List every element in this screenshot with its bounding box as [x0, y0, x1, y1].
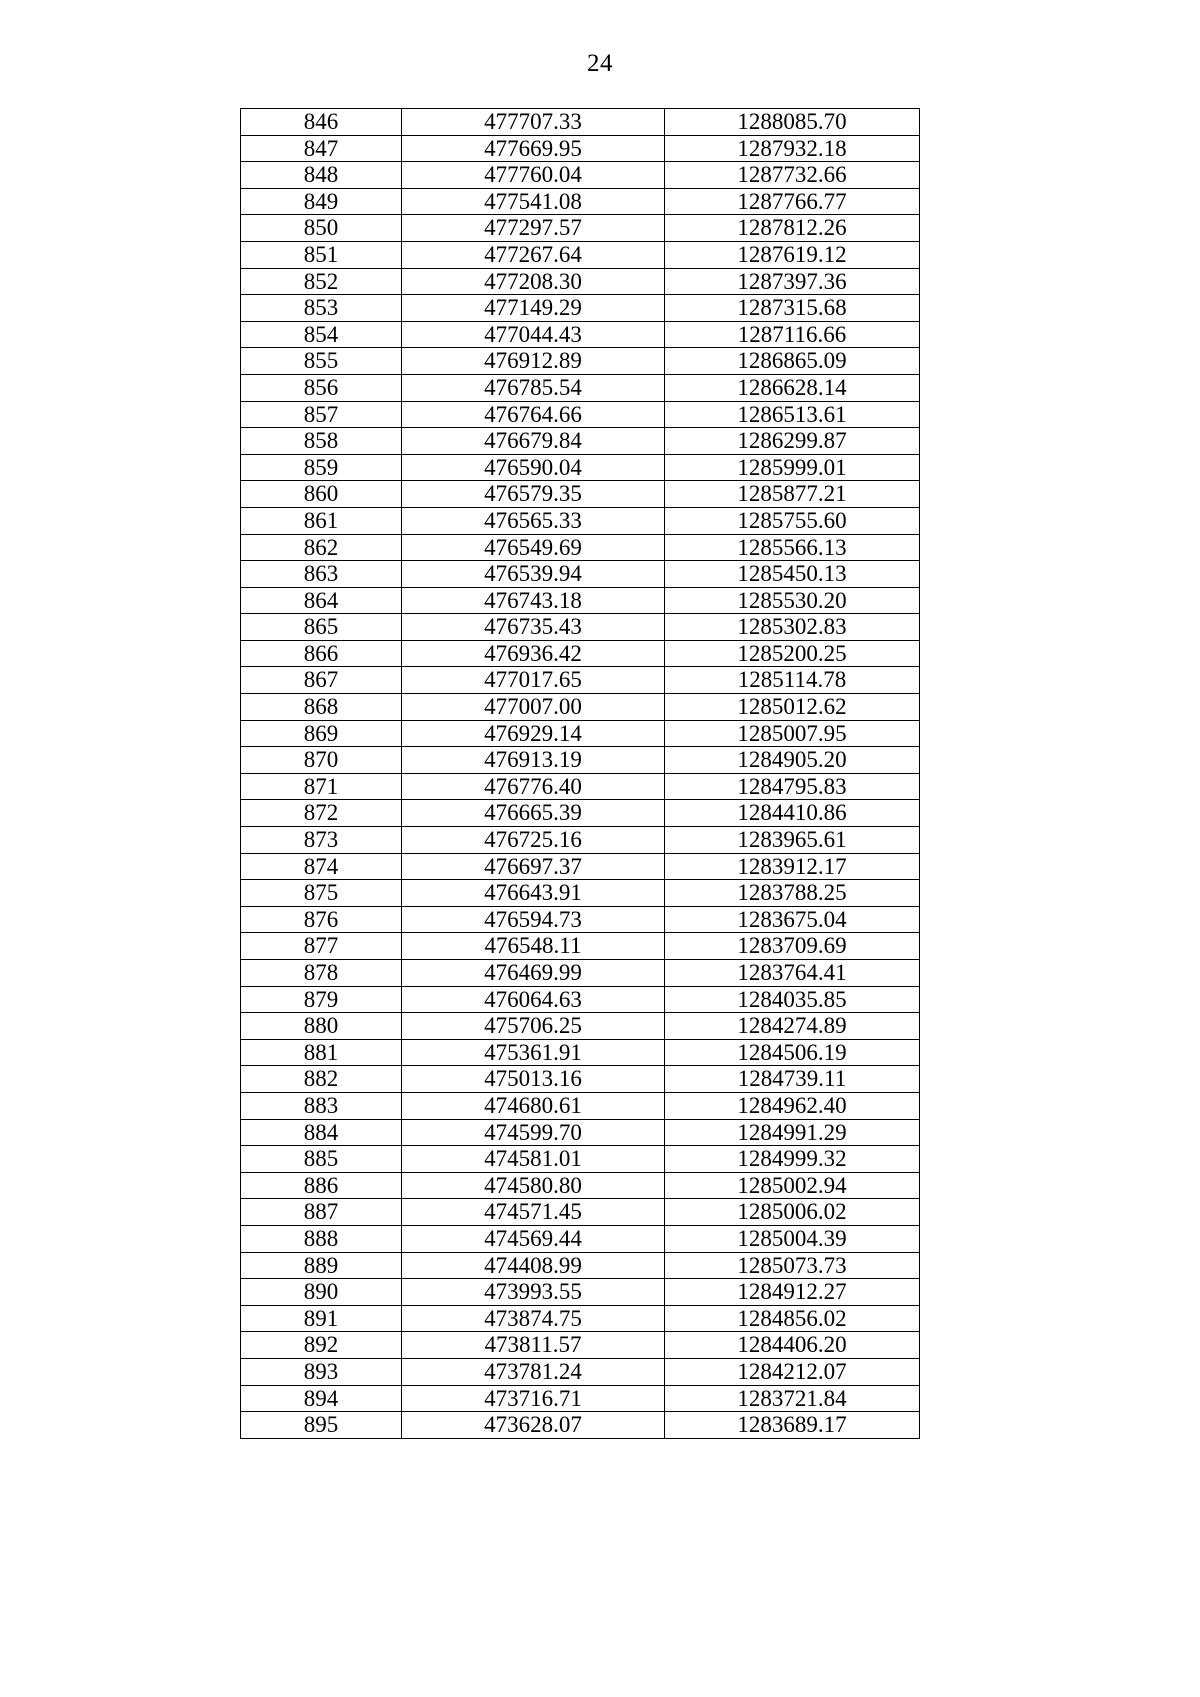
table-cell-value_a: 476590.04: [402, 454, 665, 481]
table-cell-index: 854: [241, 321, 402, 348]
table-cell-value_b: 1284274.89: [665, 1013, 920, 1040]
table-cell-value_b: 1286513.61: [665, 401, 920, 428]
table-cell-index: 869: [241, 720, 402, 747]
table-row: [241, 1199, 920, 1226]
table-row: [241, 1252, 920, 1279]
table-cell-value_b: 1283965.61: [665, 827, 920, 854]
table-row: [241, 720, 920, 747]
table-cell-value_a: 474581.01: [402, 1146, 665, 1173]
table-cell-value_a: 474580.80: [402, 1172, 665, 1199]
table-cell-index: 874: [241, 853, 402, 880]
table-cell-index: 863: [241, 561, 402, 588]
table-cell-index: 847: [241, 135, 402, 162]
coordinates-table: [240, 108, 920, 1439]
table-cell-index: 859: [241, 454, 402, 481]
table-cell-index: 881: [241, 1039, 402, 1066]
table-cell-value_a: 476643.91: [402, 880, 665, 907]
table-cell-value_b: 1283675.04: [665, 906, 920, 933]
table-row: [241, 1119, 920, 1146]
table-cell-value_a: 474680.61: [402, 1092, 665, 1119]
table-cell-value_a: 476936.42: [402, 640, 665, 667]
table-cell-index: 864: [241, 587, 402, 614]
table-cell-value_a: 475361.91: [402, 1039, 665, 1066]
table-row: [241, 295, 920, 322]
table-cell-value_a: 477669.95: [402, 135, 665, 162]
table-cell-value_b: 1284795.83: [665, 773, 920, 800]
table-cell-index: 852: [241, 268, 402, 295]
table-cell-value_b: 1284406.20: [665, 1332, 920, 1359]
table-cell-value_b: 1285006.02: [665, 1199, 920, 1226]
table-row: [241, 933, 920, 960]
table-row: [241, 827, 920, 854]
table-cell-value_b: 1283912.17: [665, 853, 920, 880]
table-cell-value_b: 1284991.29: [665, 1119, 920, 1146]
table-cell-index: 856: [241, 374, 402, 401]
table-cell-index: 848: [241, 162, 402, 189]
table-cell-index: 871: [241, 773, 402, 800]
table-cell-index: 846: [241, 109, 402, 136]
table-cell-index: 891: [241, 1305, 402, 1332]
table-row: [241, 241, 920, 268]
table-cell-value_a: 476725.16: [402, 827, 665, 854]
table-row: [241, 1092, 920, 1119]
table-cell-value_a: 476594.73: [402, 906, 665, 933]
table-cell-value_b: 1284212.07: [665, 1358, 920, 1385]
table-cell-value_b: 1284912.27: [665, 1279, 920, 1306]
table-row: [241, 1172, 920, 1199]
table-cell-value_a: 473874.75: [402, 1305, 665, 1332]
table-cell-index: 895: [241, 1412, 402, 1439]
table-row: [241, 428, 920, 455]
table-row: [241, 640, 920, 667]
table-cell-value_a: 476913.19: [402, 747, 665, 774]
table-cell-value_b: 1285755.60: [665, 507, 920, 534]
table-cell-value_b: 1284506.19: [665, 1039, 920, 1066]
table-cell-index: 861: [241, 507, 402, 534]
table-cell-value_b: 1288085.70: [665, 109, 920, 136]
table-cell-index: 855: [241, 348, 402, 375]
table-cell-index: 893: [241, 1358, 402, 1385]
table-cell-value_a: 476776.40: [402, 773, 665, 800]
table-cell-value_b: 1286865.09: [665, 348, 920, 375]
table-body: [241, 109, 920, 1439]
table-cell-value_b: 1285200.25: [665, 640, 920, 667]
table-cell-index: 873: [241, 827, 402, 854]
table-cell-value_b: 1284962.40: [665, 1092, 920, 1119]
table-cell-index: 878: [241, 960, 402, 987]
table-row: [241, 1279, 920, 1306]
table-cell-value_a: 476579.35: [402, 481, 665, 508]
table-row: [241, 561, 920, 588]
table-cell-value_a: 474599.70: [402, 1119, 665, 1146]
table-cell-value_b: 1285530.20: [665, 587, 920, 614]
table-cell-index: 849: [241, 188, 402, 215]
table-cell-value_a: 477707.33: [402, 109, 665, 136]
table-cell-value_b: 1284739.11: [665, 1066, 920, 1093]
table-cell-value_b: 1287732.66: [665, 162, 920, 189]
table-cell-value_b: 1283788.25: [665, 880, 920, 907]
table-cell-index: 867: [241, 667, 402, 694]
table-cell-value_b: 1283721.84: [665, 1385, 920, 1412]
table-cell-value_b: 1285999.01: [665, 454, 920, 481]
table-row: [241, 109, 920, 136]
table-cell-index: 853: [241, 295, 402, 322]
table-cell-index: 886: [241, 1172, 402, 1199]
table-row: [241, 454, 920, 481]
table-cell-index: 868: [241, 694, 402, 721]
table-cell-value_a: 473811.57: [402, 1332, 665, 1359]
table-cell-value_a: 473993.55: [402, 1279, 665, 1306]
table-cell-value_b: 1285073.73: [665, 1252, 920, 1279]
table-cell-value_a: 476785.54: [402, 374, 665, 401]
table-cell-index: 882: [241, 1066, 402, 1093]
table-cell-value_a: 476665.39: [402, 800, 665, 827]
table-row: [241, 1013, 920, 1040]
table-row: [241, 401, 920, 428]
table-cell-value_a: 476697.37: [402, 853, 665, 880]
table-cell-value_b: 1287397.36: [665, 268, 920, 295]
table-cell-value_b: 1286628.14: [665, 374, 920, 401]
table-cell-value_a: 476064.63: [402, 986, 665, 1013]
table-cell-index: 857: [241, 401, 402, 428]
table-cell-value_b: 1284856.02: [665, 1305, 920, 1332]
table-cell-value_a: 476549.69: [402, 534, 665, 561]
table-cell-value_b: 1285302.83: [665, 614, 920, 641]
table-row: [241, 773, 920, 800]
table-cell-index: 885: [241, 1146, 402, 1173]
table-cell-value_b: 1285007.95: [665, 720, 920, 747]
table-cell-value_a: 473781.24: [402, 1358, 665, 1385]
table-row: [241, 507, 920, 534]
table-cell-value_a: 476565.33: [402, 507, 665, 534]
table-cell-value_b: 1283709.69: [665, 933, 920, 960]
table-row: [241, 162, 920, 189]
table-cell-index: 879: [241, 986, 402, 1013]
table-cell-value_a: 475013.16: [402, 1066, 665, 1093]
table-cell-value_b: 1284410.86: [665, 800, 920, 827]
table-cell-index: 862: [241, 534, 402, 561]
table-row: [241, 800, 920, 827]
table-cell-value_a: 477541.08: [402, 188, 665, 215]
table-row: [241, 587, 920, 614]
table-row: [241, 1358, 920, 1385]
table-cell-value_a: 477267.64: [402, 241, 665, 268]
table-row: [241, 906, 920, 933]
table-cell-value_b: 1286299.87: [665, 428, 920, 455]
table-row: [241, 1146, 920, 1173]
table-cell-value_b: 1284035.85: [665, 986, 920, 1013]
table-cell-value_a: 477760.04: [402, 162, 665, 189]
table-cell-value_b: 1287619.12: [665, 241, 920, 268]
table-cell-index: 877: [241, 933, 402, 960]
table-cell-value_a: 477044.43: [402, 321, 665, 348]
table-cell-value_b: 1283689.17: [665, 1412, 920, 1439]
table-row: [241, 348, 920, 375]
table-cell-index: 866: [241, 640, 402, 667]
table-cell-index: 851: [241, 241, 402, 268]
table-row: [241, 747, 920, 774]
table-row: [241, 321, 920, 348]
table-cell-value_a: 476548.11: [402, 933, 665, 960]
table-cell-value_b: 1285566.13: [665, 534, 920, 561]
table-cell-index: 883: [241, 1092, 402, 1119]
table-row: [241, 1066, 920, 1093]
table-row: [241, 1305, 920, 1332]
table-cell-value_a: 476539.94: [402, 561, 665, 588]
table-cell-value_b: 1284905.20: [665, 747, 920, 774]
table-cell-value_a: 477149.29: [402, 295, 665, 322]
table-cell-value_a: 473716.71: [402, 1385, 665, 1412]
table-cell-index: 880: [241, 1013, 402, 1040]
table-cell-value_b: 1285012.62: [665, 694, 920, 721]
table-cell-value_a: 476469.99: [402, 960, 665, 987]
table-cell-index: 850: [241, 215, 402, 242]
table-cell-index: 858: [241, 428, 402, 455]
table-cell-value_a: 476929.14: [402, 720, 665, 747]
table-cell-value_a: 474569.44: [402, 1225, 665, 1252]
table-row: [241, 188, 920, 215]
table-row: [241, 1412, 920, 1439]
table-row: [241, 534, 920, 561]
coordinates-table-container: [240, 108, 916, 1439]
table-cell-value_b: 1284999.32: [665, 1146, 920, 1173]
table-cell-index: 892: [241, 1332, 402, 1359]
table-cell-value_a: 476679.84: [402, 428, 665, 455]
table-cell-value_b: 1285002.94: [665, 1172, 920, 1199]
table-row: [241, 667, 920, 694]
table-cell-index: 889: [241, 1252, 402, 1279]
table-row: [241, 694, 920, 721]
table-cell-index: 865: [241, 614, 402, 641]
table-cell-value_b: 1287766.77: [665, 188, 920, 215]
table-cell-value_a: 477017.65: [402, 667, 665, 694]
table-cell-index: 884: [241, 1119, 402, 1146]
table-cell-value_a: 474571.45: [402, 1199, 665, 1226]
table-cell-value_a: 474408.99: [402, 1252, 665, 1279]
table-cell-index: 870: [241, 747, 402, 774]
table-row: [241, 268, 920, 295]
table-row: [241, 960, 920, 987]
table-row: [241, 215, 920, 242]
table-cell-value_b: 1285114.78: [665, 667, 920, 694]
page-number: 24: [587, 50, 613, 77]
table-cell-value_b: 1287932.18: [665, 135, 920, 162]
table-cell-value_b: 1283764.41: [665, 960, 920, 987]
table-cell-index: 890: [241, 1279, 402, 1306]
table-cell-value_b: 1287812.26: [665, 215, 920, 242]
table-cell-value_b: 1285877.21: [665, 481, 920, 508]
table-row: [241, 1039, 920, 1066]
table-cell-index: 872: [241, 800, 402, 827]
table-row: [241, 1385, 920, 1412]
table-cell-index: 860: [241, 481, 402, 508]
table-cell-value_a: 476764.66: [402, 401, 665, 428]
table-cell-value_a: 477208.30: [402, 268, 665, 295]
table-cell-value_a: 476743.18: [402, 587, 665, 614]
table-cell-index: 875: [241, 880, 402, 907]
table-cell-value_a: 476735.43: [402, 614, 665, 641]
table-row: [241, 481, 920, 508]
table-row: [241, 880, 920, 907]
table-cell-value_b: 1285450.13: [665, 561, 920, 588]
table-cell-value_b: 1287116.66: [665, 321, 920, 348]
table-cell-index: 876: [241, 906, 402, 933]
table-row: [241, 1332, 920, 1359]
table-cell-value_a: 477007.00: [402, 694, 665, 721]
table-row: [241, 614, 920, 641]
table-cell-value_a: 473628.07: [402, 1412, 665, 1439]
table-cell-index: 894: [241, 1385, 402, 1412]
table-cell-value_a: 477297.57: [402, 215, 665, 242]
table-cell-index: 887: [241, 1199, 402, 1226]
table-row: [241, 374, 920, 401]
table-cell-value_a: 475706.25: [402, 1013, 665, 1040]
table-row: [241, 135, 920, 162]
table-cell-index: 888: [241, 1225, 402, 1252]
table-cell-value_a: 476912.89: [402, 348, 665, 375]
table-row: [241, 853, 920, 880]
table-cell-value_b: 1285004.39: [665, 1225, 920, 1252]
table-row: [241, 986, 920, 1013]
table-cell-value_b: 1287315.68: [665, 295, 920, 322]
table-row: [241, 1225, 920, 1252]
